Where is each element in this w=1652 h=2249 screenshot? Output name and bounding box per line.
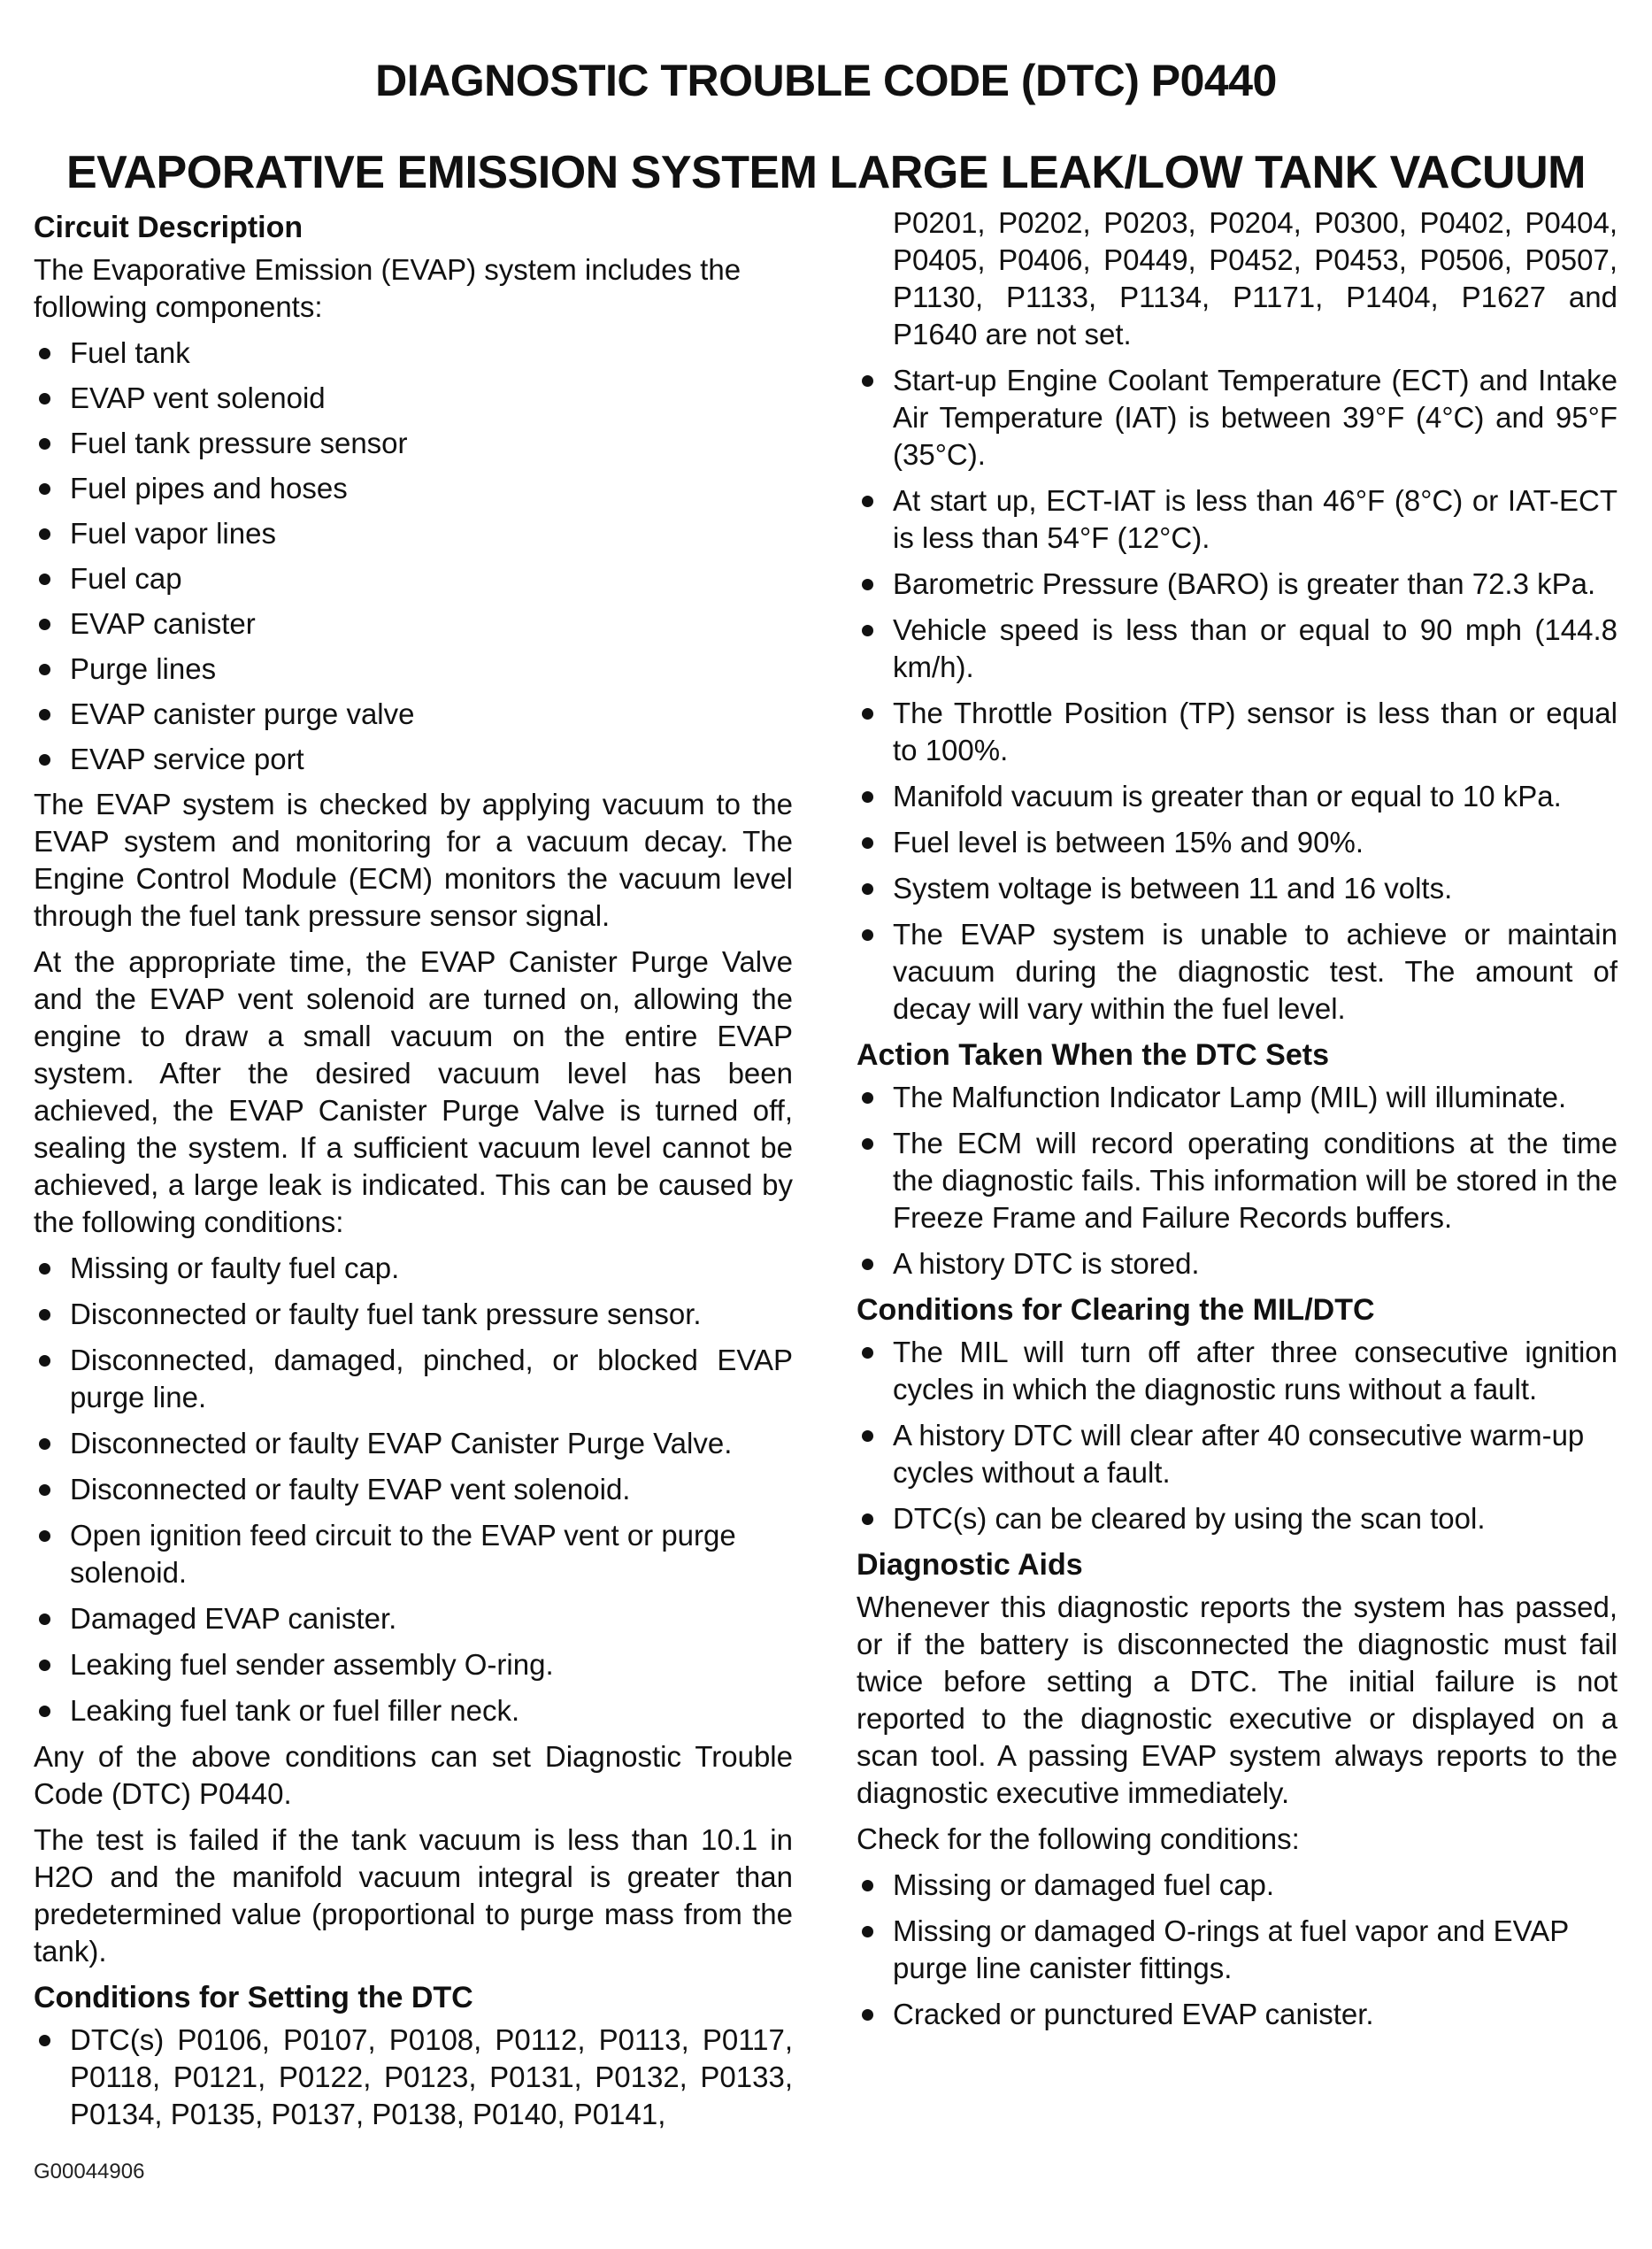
left-column [34, 209, 793, 2142]
page-subtitle: EVAPORATIVE EMISSION SYSTEM LARGE LEAK/LOW TANK VACUUM [66, 147, 1586, 198]
list-item: EVAP vent solenoid [34, 380, 793, 417]
causes-list [34, 1250, 793, 1729]
setting-list-start [34, 2022, 793, 2133]
evap-check-paragraph: The EVAP system is checked by applying vacuum to the EVAP system and monitoring for a vacuum decay. The Engine Control Module (ECM) monitors the vacuum level through the fuel tank pressure sensor signal. [34, 788, 793, 932]
diagnostic-aids-paragraph: Whenever this diagnostic reports the system has passed, or if the battery is disconnected the diagnostic must fail twice before setting a DTC. The initial failure is not reported to the diagnostic executive or displayed on a scan tool. A passing EVAP system always reports to the diagnostic executive immediately. [857, 1590, 1617, 1809]
checks-list [857, 1867, 1617, 2033]
list-item: EVAP service port [34, 741, 793, 778]
list-item: Disconnected or faulty EVAP Canister Purge Valve. [34, 1425, 793, 1462]
list-item: Leaking fuel sender assembly O-ring. [34, 1646, 793, 1683]
list-item: The MIL will turn off after three consecutive ignition cycles in which the diagnostic runs without a fault. [857, 1334, 1617, 1408]
page-title: DIAGNOSTIC TROUBLE CODE (DTC) P0440 [375, 56, 1277, 105]
list-item: Disconnected or faulty fuel tank pressure sensor. [34, 1296, 793, 1333]
setting-codes-continued: P0201, P0202, P0203, P0204, P0300, P0402, P0404, P0405, P0406, P0449, P0452, P0453, P0506, P0507, P1130, P1133, P1134, P1171, P1404, P1627 and P1640 are not set. [893, 206, 1617, 350]
right-column [857, 204, 1617, 2042]
list-item: Disconnected or faulty EVAP vent solenoid. [34, 1471, 793, 1508]
list-item: Cracked or punctured EVAP canister. [857, 1996, 1617, 2033]
setting-conditions-list [857, 362, 1617, 1028]
evap-purge-paragraph: At the appropriate time, the EVAP Canister Purge Valve and the EVAP vent solenoid are turned on, allowing the engine to draw a small vacuum on the entire EVAP system. After the desired vacuum level has been achieved, the EVAP Canister Purge Valve is turned off, sealing the system. If a sufficient vacuum level cannot be achieved, a large leak is indicated. This can be caused by the following conditions: [34, 945, 793, 1238]
check-intro: Check for the following conditions: [857, 1822, 1300, 1855]
list-item: Open ignition feed circuit to the EVAP vent or purge solenoid. [34, 1517, 793, 1591]
list-item: Missing or faulty fuel cap. [34, 1250, 793, 1287]
dtc-set-paragraph: Any of the above conditions can set Diagnostic Trouble Code (DTC) P0440. [34, 1740, 793, 1810]
components-list [34, 335, 793, 778]
list-item: At start up, ECT-IAT is less than 46°F (8°C) or IAT-ECT is less than 54°F (12°C). [857, 482, 1617, 557]
diagnostic-aids-heading: Diagnostic Aids [857, 1548, 1083, 1582]
list-item: Fuel pipes and hoses [34, 470, 793, 507]
list-item: Fuel cap [34, 560, 793, 597]
list-item: Fuel vapor lines [34, 515, 793, 552]
list-item: Missing or damaged O-rings at fuel vapor and EVAP purge line canister fittings. [857, 1913, 1617, 1987]
list-item: The Throttle Position (TP) sensor is less than or equal to 100%. [857, 695, 1617, 769]
list-item: EVAP canister purge valve [34, 696, 793, 733]
circuit-description-heading: Circuit Description [34, 211, 304, 244]
action-taken-heading: Action Taken When the DTC Sets [857, 1038, 1329, 1072]
list-item: The ECM will record operating conditions at the time the diagnostic fails. This information will be stored in the Freeze Frame and Failure Records buffers. [857, 1125, 1617, 1236]
list-item: The Malfunction Indicator Lamp (MIL) will illuminate. [857, 1079, 1617, 1116]
list-item: Fuel tank [34, 335, 793, 372]
clearing-list [857, 1334, 1617, 1537]
list-item: Start-up Engine Coolant Temperature (ECT) and Intake Air Temperature (IAT) is between 39°F (4°C) and 95°F (35°C). [857, 362, 1617, 474]
list-item: Purge lines [34, 651, 793, 688]
test-failed-paragraph: The test is failed if the tank vacuum is less than 10.1 in H2O and the manifold vacuum integral is greater than predetermined value (proportional to purge mass from the tank). [34, 1823, 793, 1968]
list-item: Barometric Pressure (BARO) is greater than 72.3 kPa. [857, 566, 1617, 603]
list-item: EVAP canister [34, 605, 793, 643]
document-id: G00044906 [34, 2160, 145, 2184]
list-item: Missing or damaged fuel cap. [857, 1867, 1617, 1904]
list-item: A history DTC is stored. [857, 1245, 1617, 1282]
circuit-intro: The Evaporative Emission (EVAP) system includes the following components: [34, 253, 741, 323]
list-item: Disconnected, damaged, pinched, or blocked EVAP purge line. [34, 1342, 793, 1416]
list-item: Vehicle speed is less than or equal to 90 mph (144.8 km/h). [857, 612, 1617, 686]
list-item: DTC(s) P0106, P0107, P0108, P0112, P0113, P0117, P0118, P0121, P0122, P0123, P0131, P0132, P0133, P0134, P0135, P0137, P0138, P0140, P0141, [34, 2022, 793, 2133]
list-item: DTC(s) can be cleared by using the scan tool. [857, 1500, 1617, 1537]
list-item: System voltage is between 11 and 16 volts. [857, 870, 1617, 907]
list-item: The EVAP system is unable to achieve or maintain vacuum during the diagnostic test. The amount of decay will vary within the fuel level. [857, 916, 1617, 1028]
list-item: Leaking fuel tank or fuel filler neck. [34, 1692, 793, 1729]
actions-list [857, 1079, 1617, 1282]
list-item: Damaged EVAP canister. [34, 1600, 793, 1637]
list-item: Manifold vacuum is greater than or equal to 10 kPa. [857, 778, 1617, 815]
list-item: A history DTC will clear after 40 consecutive warm-up cycles without a fault. [857, 1417, 1617, 1491]
list-item: Fuel tank pressure sensor [34, 425, 793, 462]
conditions-setting-heading: Conditions for Setting the DTC [34, 1981, 473, 2014]
clearing-heading: Conditions for Clearing the MIL/DTC [857, 1293, 1375, 1327]
list-item: Fuel level is between 15% and 90%. [857, 824, 1617, 861]
